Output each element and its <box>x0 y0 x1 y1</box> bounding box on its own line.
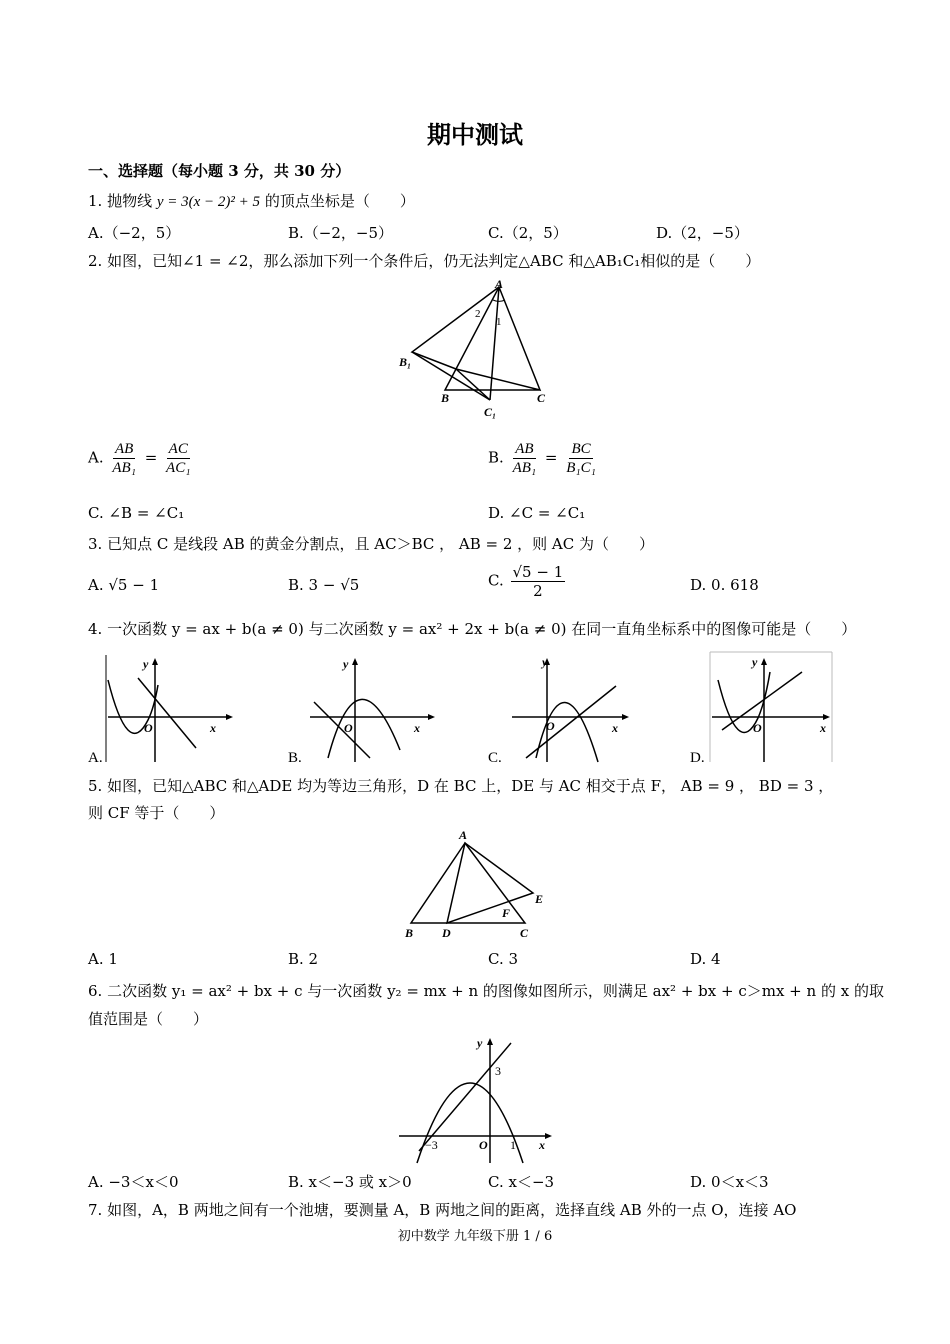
q4d-x-arrow <box>823 714 830 720</box>
q6-y-arrow <box>487 1038 493 1045</box>
q1-formula: y = 3(x − 2)² + 5 <box>156 194 261 210</box>
q4b-y-arrow <box>352 658 358 665</box>
q2-label-1: 1 <box>496 316 502 328</box>
q4d-parabola <box>718 672 770 732</box>
q3-option-c <box>488 563 567 600</box>
q4b-line <box>314 702 370 758</box>
q4d-line <box>722 672 802 730</box>
q4-option-c: C. <box>488 750 502 765</box>
q3-opt-c-num: √5 − 1 <box>512 563 564 581</box>
q3-option-d: D. 0. 618 <box>690 576 759 594</box>
q2-option-a: A. $\frac{AB}{\text{AB₁}}$ = $\frac{AC}{\text{AC₁}}$ <box>88 441 191 476</box>
q2-opt-a-den1: AB₁ <box>112 460 136 476</box>
q2-opt-b-num1: AB <box>515 441 534 457</box>
q6-label-1: 1 <box>510 1138 516 1152</box>
q5-option-b: B. 2 <box>288 950 319 968</box>
q5-label-b: B <box>405 926 414 940</box>
q4-option-b: B. <box>288 750 302 765</box>
q4a-y-label: y <box>143 657 149 671</box>
q2-opt-a-den2: AC₁ <box>166 460 191 476</box>
q5-option-d: D. 4 <box>690 950 721 968</box>
q6-x-arrow <box>545 1133 552 1139</box>
q4c-y-label: y <box>542 655 548 669</box>
q6-line <box>419 1043 511 1151</box>
question-6-stem-line2: 值范围是（ ） <box>88 1010 209 1028</box>
q2-opt-b-num2: BC <box>571 441 591 457</box>
q4b-origin: O <box>344 721 353 735</box>
q2-triangle-lines <box>412 287 540 390</box>
q2-opt-b-den2: B₁C₁ <box>566 460 596 476</box>
q1-option-b: B.（−2，−5） <box>288 224 394 242</box>
q2-angle-arc <box>493 300 505 301</box>
q5-label-a: A <box>459 828 468 842</box>
q4-option-a: A. <box>88 750 103 765</box>
q5-label-f: F <box>502 906 511 920</box>
q2-label-b1: B₁ <box>399 355 412 369</box>
question-6-stem-line1: 6. 二次函数 y₁ = ax² + bx + c 与一次函数 y₂ = mx + n 的图像如图所示，则满足 ax² + bx + c＞mx + n 的 x 的取 <box>88 982 884 1000</box>
question-5-stem-line2: 则 CF 等于（ ） <box>88 804 225 822</box>
q4a-x-arrow <box>226 714 233 720</box>
q6-option-c: C. x＜−3 <box>488 1173 555 1191</box>
q2-label-c1: C₁ <box>484 405 497 419</box>
q2-option-b: B. $\frac{AB}{\text{AB₁}}$ = $\frac{BC}{\text{B₁C₁}}$ <box>488 441 596 476</box>
page-title: 期中测试 <box>427 120 523 149</box>
q2-option-d: D. ∠C = ∠C₁ <box>488 504 586 522</box>
q4a-x-label: x <box>210 721 216 735</box>
q6-x-label: x <box>539 1138 545 1152</box>
q2-line-ac1 <box>490 287 499 400</box>
q5-label-e: E <box>535 892 544 906</box>
q4-graph-c <box>488 650 638 765</box>
q4b-y-label: y <box>343 657 349 671</box>
q1-option-d: D.（2，−5） <box>656 224 749 242</box>
q4b-parabola <box>328 699 400 758</box>
q6-option-b: B. x＜−3 或 x＞0 <box>288 1173 412 1191</box>
q1-stem-end: 的顶点坐标是（ ） <box>264 192 415 210</box>
q6-label-3: 3 <box>495 1064 501 1078</box>
q4-graph-a <box>88 650 238 765</box>
q4c-x-arrow <box>622 714 629 720</box>
q5-label-c: C <box>520 926 529 940</box>
q4c-origin: O <box>546 719 555 733</box>
q2-label-a: A <box>495 280 504 291</box>
q4b-x-label: x <box>414 721 420 735</box>
section-heading: 一、选择题（每小题 3 分，共 30 分） <box>88 162 351 180</box>
q5-triangle-figure <box>395 825 555 943</box>
q4c-x-label: x <box>612 721 618 735</box>
q4d-origin: O <box>753 721 762 735</box>
question-1-stem <box>88 190 415 211</box>
q2-label-c: C <box>537 391 546 405</box>
q2-opt-a-num2: AC <box>168 441 188 457</box>
q2-option-c: C. ∠B = ∠C₁ <box>88 504 185 522</box>
q6-graph <box>395 1033 560 1168</box>
q3-option-b: B. 3 − √5 <box>288 576 360 594</box>
q1-option-c: C.（2，5） <box>488 224 568 242</box>
q4-graph-b <box>288 650 438 765</box>
q4b-x-arrow <box>428 714 435 720</box>
q4a-line <box>138 678 196 748</box>
q6-option-d: D. 0＜x＜3 <box>690 1173 769 1191</box>
q4-option-d: D. <box>690 750 705 765</box>
question-4-stem: 4. 一次函数 y = ax + b(a ≠ 0) 与二次函数 y = ax² + 2x + b(a ≠ 0) 在同一直角坐标系中的图像可能是（ ） <box>88 620 857 638</box>
q4a-origin: O <box>144 721 153 735</box>
q4c-line <box>526 686 616 758</box>
q2-triangle-figure <box>395 280 555 420</box>
q6-label-neg3: −3 <box>425 1138 438 1152</box>
q3-option-a: A. √5 − 1 <box>88 576 160 594</box>
q6-origin: O <box>479 1138 488 1152</box>
question-5-stem-line1: 5. 如图，已知△ABC 和△ADE 均为等边三角形，D 在 BC 上，DE 与 AC 相交于点 F， AB = 9 ， BD = 3 ， <box>88 777 834 795</box>
q4d-y-arrow <box>761 658 767 665</box>
q4d-y-label: y <box>752 655 758 669</box>
q6-option-a: A. −3＜x＜0 <box>88 1173 179 1191</box>
q2-label-b: B <box>441 391 450 405</box>
q2-opt-b-den1: AB₁ <box>512 460 537 476</box>
q2-label-2: 2 <box>475 308 481 320</box>
question-2-stem: 2. 如图，已知∠1 = ∠2，那么添加下列一个条件后，仍无法判定△ABC 和△AB₁C₁相似的是（ ） <box>88 252 761 270</box>
q2-opt-b-label: B. <box>488 448 504 467</box>
q4-graph-d <box>690 650 835 765</box>
q6-y-label: y <box>477 1036 483 1050</box>
question-3-stem: 3. 已知点 C 是线段 AB 的黄金分割点，且 AC＞BC ， AB = 2 ，则 AC 为（ ） <box>88 535 654 553</box>
q5-option-a: A. 1 <box>88 950 118 968</box>
q5-option-c: C. 3 <box>488 950 519 968</box>
q1-num: 1. 抛物线 <box>88 192 153 210</box>
q3-opt-c-label: C. <box>488 571 504 590</box>
question-7-stem: 7. 如图，A，B 两地之间有一个池塘，要测量 A，B 两地之间的距离，选择直线 AB 外的一点 O，连接 AO <box>88 1201 797 1219</box>
page-footer: 初中数学 九年级下册 1 / 6 <box>397 1229 553 1244</box>
q3-opt-c-den: 2 <box>533 582 543 600</box>
q4a-y-arrow <box>152 658 158 665</box>
q2-opt-a-label: A. <box>88 448 104 467</box>
q2-opt-a-num1: AB <box>115 441 134 457</box>
q4d-x-label: x <box>820 721 826 735</box>
q1-option-a: A.（−2，5） <box>88 224 181 242</box>
q5-label-d: D <box>442 926 451 940</box>
q2-line-b1c1-b <box>412 352 490 400</box>
q5-triangle-ade <box>447 843 533 923</box>
